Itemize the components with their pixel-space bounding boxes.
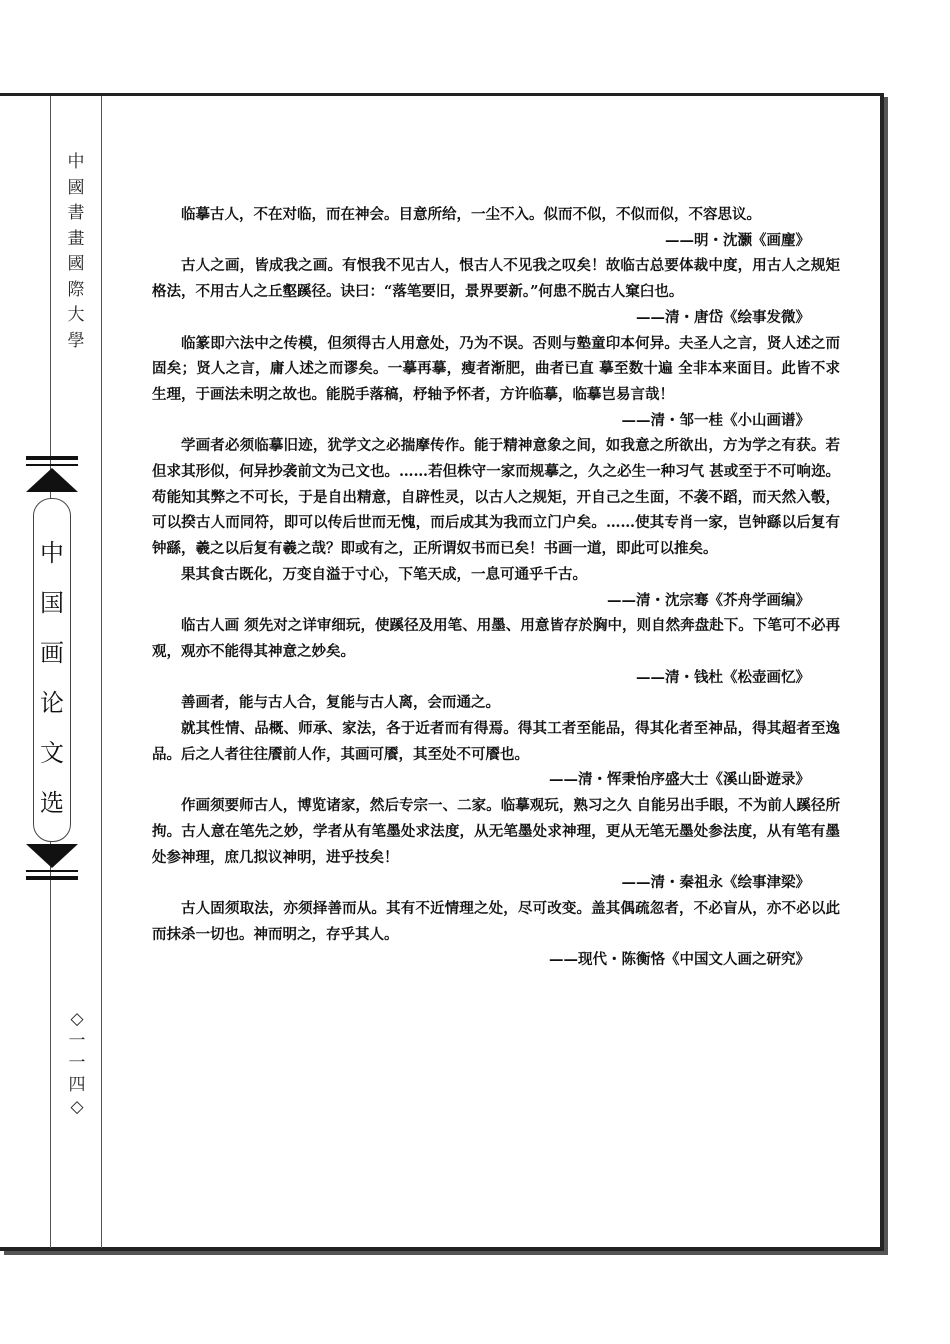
- ornament-bottom: [26, 844, 78, 868]
- passage: 临摹古人，不在对临，而在神会。目意所给，一尘不入。似而不似，不似而似，不容思议。: [181, 206, 761, 223]
- passage: 学画者必须临摹旧迹，犹学文之必揣摩传作。能于精神意象之间，如我意之所欲出，方为学之有获。若但求其形似，何异抄袭前文为己文也。……若但株守一家而规摹之，久之必生一种习气 甚或至于不可响迩。苟能知其弊之不可长，于是自出精意，自辟性灵，以古人之规矩，开自己之生面，不袭不蹈，而天然入彀，可以揆古人而同符，即可以传后世而无愧，而后成其为我而立门户矣。……使其专肖一家，岂钟繇以后复有钟繇，羲之以后复有羲之哉？即或有之，正所谓奴书而已矣！书画一道，即此可以推矣。: [152, 437, 840, 558]
- side-title: 中 國 書 畫 國 際 大 學: [67, 152, 85, 351]
- ornament-top: [26, 468, 78, 492]
- passage: 古人固须取法，亦须择善而从。其有不近情理之处，尽可改变。盖其偶疏忽者，不必盲从，亦不必以此而抹杀一切也。神而明之，存乎其人。: [152, 899, 840, 943]
- passage: 善画者，能与古人合，复能与古人离，会而通之。: [181, 694, 500, 712]
- attribution: ——清・唐岱《绘事发微》: [636, 308, 810, 326]
- ornament-rule-top-thin: [26, 464, 78, 466]
- attribution: ——清・恽秉怡序盛大士《溪山卧遊录》: [549, 771, 810, 789]
- frame-shadow-right: [884, 97, 888, 1255]
- frame-shadow-bottom: [4, 1251, 888, 1255]
- main-text: [152, 202, 840, 973]
- passage: 作画须要师古人，博览诸家，然后专宗一、二家。临摹观玩，熟习之久 自能另出手眼，不为前人蹊径所拘。古人意在笔先之妙，学者从有笔墨处求法度，从无笔墨处求神理，更从无笔无墨处参法度，从有笔有墨处参神理，庶几拟议神明，进乎技矣！: [152, 797, 840, 866]
- attribution: ——清・钱杜《松壶画忆》: [636, 668, 810, 686]
- passage: 就其性情、品概、师承、家法，各于近者而有得焉。得其工者至能品，得其化者至神品，得其超者至逸品。后之人者往往餍前人作，其画可餍，其至处不可餍也。: [152, 720, 840, 763]
- attribution: ——清・秦祖永《绘事津梁》: [621, 874, 810, 892]
- passage: 临篆即六法中之传模，但须得古人用意处，乃为不误。否则与塾童印本何异。夫圣人之言，贤人述之而固矣；贤人之言，庸人述之而谬矣。一摹再摹，瘦者渐肥，曲者已直 摹至数十遍 全非本来面目。此皆不求生理，于画法未明之故也。能脱手落稿，杼轴予怀者，方许临摹，临摹岂易言哉！: [152, 334, 840, 403]
- attribution: ——明・沈灏《画麈》: [665, 231, 810, 249]
- attribution: ——清・邹一桂《小山画谱》: [621, 411, 810, 429]
- ornament-rule-bottom-thin: [26, 870, 78, 872]
- attribution: ——现代・陈衡恪《中国文人画之研究》: [549, 951, 810, 969]
- passage: 古人之画，皆成我之画。有恨我不见古人，恨古人不见我之叹矣！故临古总要体裁中度，用古人之规矩格法，不用古人之丘壑蹊径。诀曰：“落笔要旧，景界要新。”何患不脱古人窠臼也。: [152, 257, 840, 301]
- passage: 临古人画 须先对之详审细玩，使蹊径及用笔、用墨、用意皆存於胸中，则自然奔盘赴下。下笔可不必再观，观亦不能得其神意之妙矣。: [152, 617, 840, 660]
- book-title: 中 国 画 论 文 选: [40, 539, 64, 817]
- passage: 果其食古既化，万变自溢于寸心，下笔天成，一息可通乎千古。: [181, 565, 587, 583]
- attribution: ——清・沈宗骞《芥舟学画编》: [607, 591, 810, 609]
- ornament-rule-bottom: [26, 876, 78, 880]
- page-number: ◇ 一 一 四 ◇: [68, 1009, 86, 1117]
- ornament-rule-top: [26, 456, 78, 460]
